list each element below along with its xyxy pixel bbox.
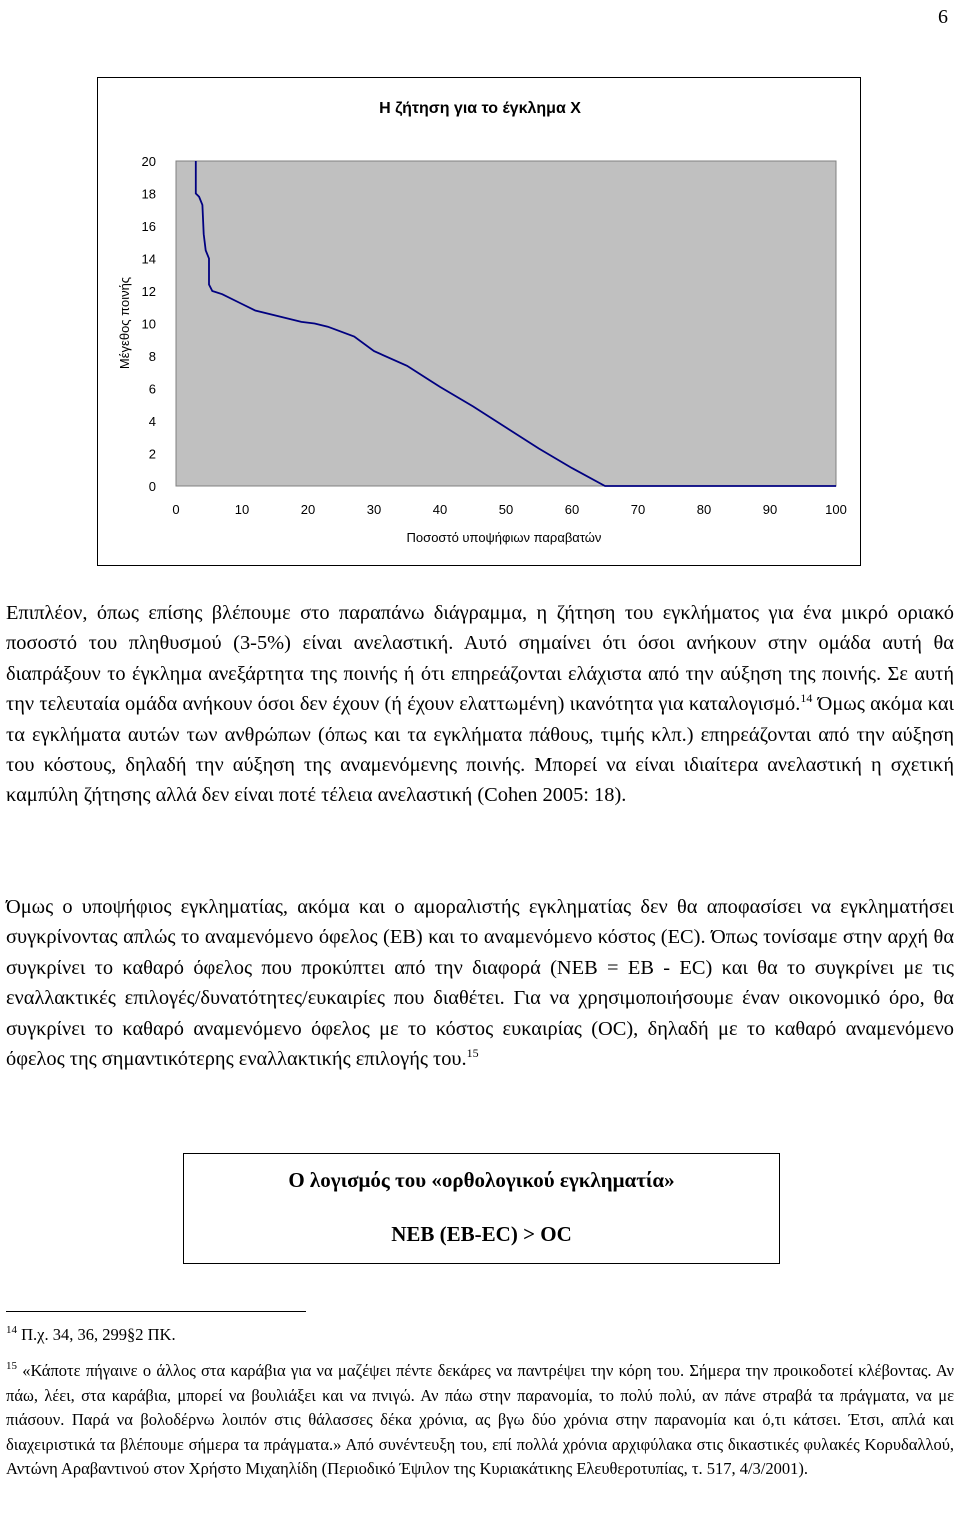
chart-title: Η ζήτηση για το έγκλημα Χ	[379, 100, 581, 117]
y-axis-ticks	[142, 154, 156, 494]
chart-canvas	[98, 78, 862, 567]
x-tick-label: 80	[696, 502, 712, 517]
footnote-15	[6, 1359, 954, 1482]
y-tick-label: 16	[141, 219, 156, 234]
footnote-14-text: Π.χ. 34, 36, 299§2 ΠΚ.	[17, 1325, 176, 1344]
x-tick-label: 30	[366, 502, 382, 517]
formula-title: Ο λογισμός του «ορθολογικού εγκληματία»	[288, 1168, 675, 1192]
x-tick-label: 50	[498, 502, 514, 517]
paragraph-rational-criminal	[6, 892, 954, 1074]
y-tick-label: 4	[148, 414, 156, 429]
footnote-ref-15: 15	[466, 1046, 479, 1061]
x-tick-label: 100	[825, 502, 847, 517]
y-tick-label: 6	[148, 381, 156, 397]
plot-area	[176, 161, 836, 486]
y-tick-label: 14	[141, 251, 156, 267]
y-axis-label: Μέγεθος ποινής	[117, 276, 132, 370]
formula-box	[183, 1153, 780, 1264]
x-tick-label: 0	[172, 502, 180, 517]
x-axis-ticks	[172, 502, 846, 517]
footnote-15-number: 15	[6, 1360, 17, 1372]
formula-expression: ΝΕΒ (ΕΒ-ΕC) > ΟC	[391, 1222, 572, 1246]
y-tick-label: 8	[148, 349, 156, 364]
y-tick-label: 10	[141, 316, 156, 332]
y-tick-label: 18	[141, 186, 156, 202]
footnote-15-text: «Κάποτε πήγαινε ο άλλος στα καράβια για να μαζέψει πέντε δεκάρες να παντρέψει την κόρη του. Σήμερα την προικοδοτεί κλέβοντας. Αν πάω, λέει, στα καράβια, μπορεί να βουλιάξει και να πνιγώ. Αν πάω στην παρανομία, το πολύ πολύ, αν πάνε στραβά τα πράγματα, να με πιάσουν. Παρά να βολοδέρνω λοιπόν στις θάλασσες δέκα χρόνια, ας βγω δύο χρόνια στην παρανομία και ό,τι κάτσει. Έτσι, απλά και διαχειριστικά τα βλέπουμε σήμερα τα πράγματα.» Από συνέντευξη του, επί πολλά χρόνια αρχιφύλακα στις δικαστικές φυλακές Κορυδαλλού, Αντώνη Αραβαντινού στον Χρήστο Μιχαηλίδη (Περιοδικό Έψιλον της Κυριακάτικης Ελευθεροτυπίας, τ. 517, 4/3/2001).	[6, 1361, 954, 1479]
y-tick-label: 2	[148, 446, 156, 462]
page-number: 6	[938, 6, 948, 28]
x-tick-label: 20	[300, 502, 316, 517]
paragraph-2-text: Όμως ο υποψήφιος εγκληματίας, ακόμα και ο αμοραλιστής εγκληματίας δεν θα αποφασίσει να εγκληματήσει συγκρίνοντας απλώς το αναμενόμενο όφελος (ΕΒ) και το αναμενόμενο κόστος (ΕC). Όπως τονίσαμε στην αρχή θα συγκρίνει το καθαρό όφελος που προκύπτει από την διαφορά (ΝΕΒ = ΕΒ - ΕC) και θα το συγκρίνει με τις εναλλακτικές επιλογές/δυνατότητες/ευκαιρίες που διαθέτει. Για να χρησιμοποιήσουμε έναν οικονομικό όρο, θα συγκρίνει το καθαρό αναμενόμενο όφελος με το κόστος ευκαιρίας (ΟC), δηλαδή με το καθαρό αναμενόμενο όφελος της σημαντικότερης εναλλακτικής επιλογής του.	[6, 896, 954, 1071]
y-tick-label: 12	[141, 284, 156, 299]
x-tick-label: 70	[630, 502, 646, 517]
y-tick-label: 20	[141, 154, 156, 169]
x-tick-label: 90	[762, 502, 778, 517]
x-tick-label: 60	[564, 502, 580, 517]
paragraph-1-part-2: Όμως ακόμα και τα εγκλήματα αυτών των ανθρώπων (όπως και τα εγκλήματα πάθους, τιμής κλπ.) επηρεάζονται από την αύξηση του κόστους, δηλαδή την αύξηση της αναμενόμενης ποινής. Μπορεί να είναι ιδιαίτερα ανελαστική η σχετική καμπύλη ζήτησης αλλά δεν είναι ποτέ τέλεια ανελαστική (Cohen 2005: 18).	[6, 693, 954, 807]
paragraph-1-part-1: Επιπλέον, όπως επίσης βλέπουμε στο παραπάνω διάγραμμα, η ζήτηση του εγκλήματος για ένα μικρό οριακό ποσοστό του πληθυσμού (3-5%) είναι ανελαστική. Αυτό σημαίνει ότι όσοι ανήκουν στην ομάδα αυτή θα διαπράξουν το έγκλημα ανεξάρτητα της ποινής ή ότι επηρεάζονται ελάχιστα από την αύξηση της ποινής. Σε αυτή την τελευταία ομάδα ανήκουν όσοι δεν έχουν (ή έχουν ελαττωμένη) ικανότητα για καταλογισμό.	[6, 602, 954, 716]
x-tick-label: 10	[234, 502, 250, 517]
footnote-separator	[6, 1311, 306, 1312]
paragraph-inelastic-demand	[6, 598, 954, 811]
footnote-14-number: 14	[6, 1324, 17, 1336]
demand-chart	[97, 77, 861, 566]
x-axis-label: Ποσοστό υποψήφιων παραβατών	[406, 530, 602, 545]
footnote-ref-14: 14	[800, 691, 813, 706]
x-tick-label: 40	[432, 502, 448, 517]
footnote-14	[6, 1323, 954, 1348]
y-tick-label: 0	[148, 479, 156, 494]
